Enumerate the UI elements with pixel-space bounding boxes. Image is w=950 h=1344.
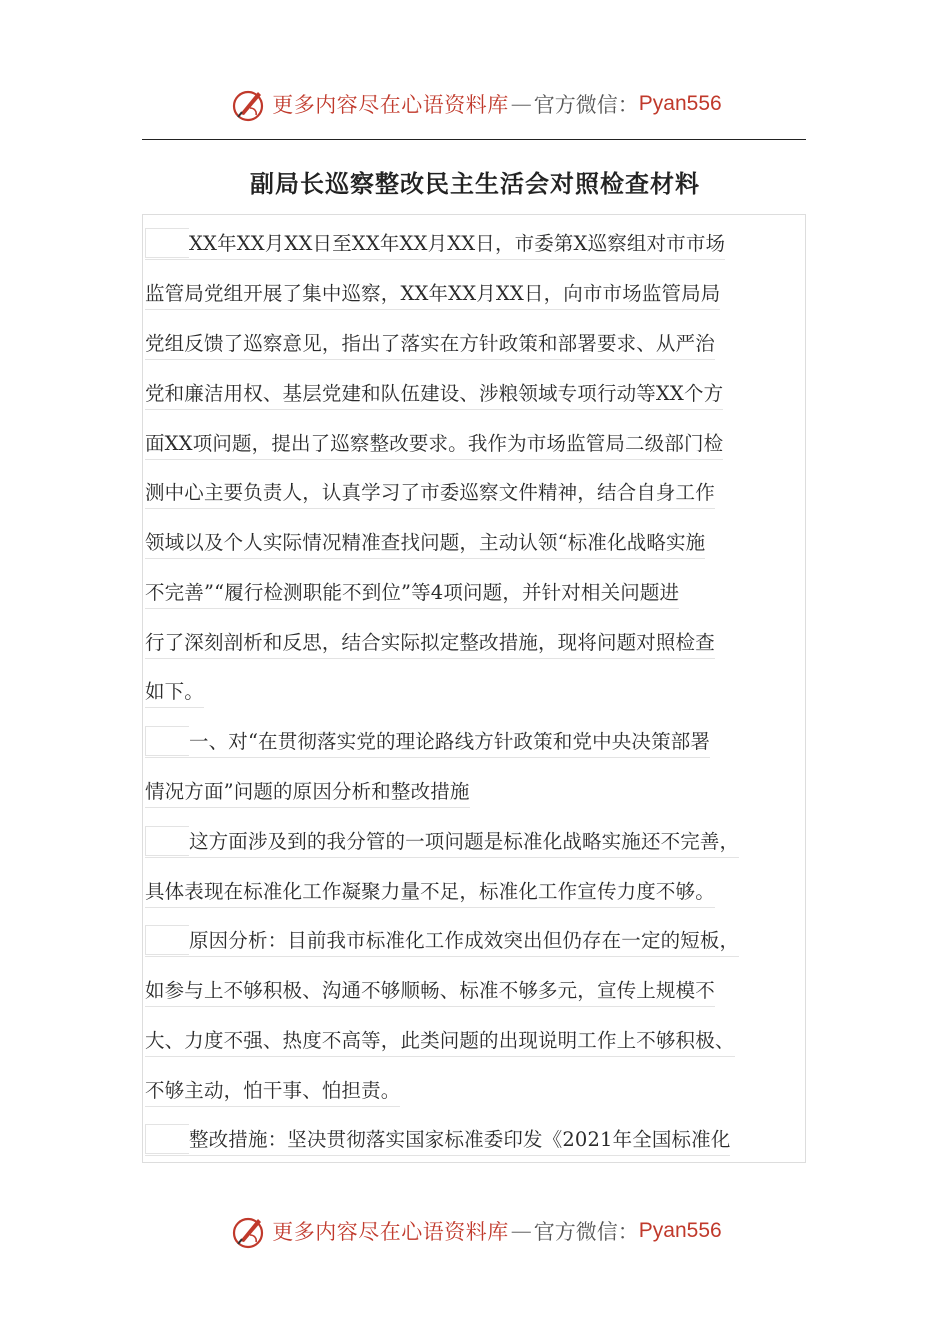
text-line: 面XX项问题，提出了巡察整改要求。我作为市场监管局二级部门检 xyxy=(145,429,723,460)
text-line: 党和廉洁用权、基层党建和队伍建设、涉粮领域专项行动等XX个方 xyxy=(145,379,723,410)
quill-logo-icon xyxy=(228,1211,268,1251)
section-heading-line: 情况方面”问题的原因分析和整改措施 xyxy=(145,777,470,808)
text-line: 如参与上不够积极、沟通不够顺畅、标准不够多元，宣传上规模不 xyxy=(145,976,715,1007)
text-line: 党组反馈了巡察意见，指出了落实在方针政策和部署要求、从严治 xyxy=(145,329,715,360)
text-line: 监管局党组开展了集中巡察，XX年XX月XX日，向市市场监管局局 xyxy=(145,279,720,310)
text-line: 具体表现在标准化工作凝聚力量不足，标准化工作宣传力度不够。 xyxy=(145,877,715,908)
banner-text: 更多内容尽在心语资料库 xyxy=(272,93,509,117)
header-banner xyxy=(0,82,950,126)
text-line: 原因分析：目前我市标准化工作成效突出但仍存在一定的短板， xyxy=(145,926,739,957)
text-line: 这方面涉及到的我分管的一项问题是标准化战略实施还不完善， xyxy=(145,827,739,858)
text-line: 行了深刻剖析和反思，结合实际拟定整改措施，现将问题对照检查 xyxy=(145,628,715,659)
banner-wechat-label: 官方微信： xyxy=(533,1220,639,1244)
text-line: 大、力度不强、热度不高等，此类问题的出现说明工作上不够积极、 xyxy=(145,1026,735,1057)
text-line: 领域以及个人实际情况精准查找问题，主动认领“标准化战略实施 xyxy=(145,528,705,559)
document-title: 副局长巡察整改民主生活会对照检查材料 xyxy=(250,169,700,198)
text-line: 测中心主要负责人，认真学习了市委巡察文件精神，结合自身工作 xyxy=(145,478,715,509)
text-line: 不够主动，怕干事、怕担责。 xyxy=(145,1076,400,1107)
text-line: 不完善”“履行检测职能不到位”等4项问题，并针对相关问题进 xyxy=(145,578,679,609)
text-line: 整改措施：坚决贯彻落实国家标准委印发《2021年全国标准化 xyxy=(145,1125,730,1156)
section-heading-line: 一、对“在贯彻落实党的理论路线方针政策和党中央决策部署 xyxy=(145,727,710,758)
banner-separator: — xyxy=(510,1219,532,1243)
footer-banner xyxy=(0,1209,950,1253)
text-line: XX年XX月XX日至XX年XX月XX日，市委第X巡察组对市市场 xyxy=(145,229,725,260)
banner-wechat-id: Pyan556 xyxy=(638,92,722,115)
banner-separator: — xyxy=(510,92,532,116)
banner-text: 更多内容尽在心语资料库 xyxy=(272,1220,509,1244)
quill-logo-icon xyxy=(228,84,268,124)
header-divider xyxy=(142,139,806,140)
text-line: 如下。 xyxy=(145,677,204,708)
banner-wechat-label: 官方微信： xyxy=(533,93,639,117)
banner-wechat-id: Pyan556 xyxy=(638,1219,722,1242)
